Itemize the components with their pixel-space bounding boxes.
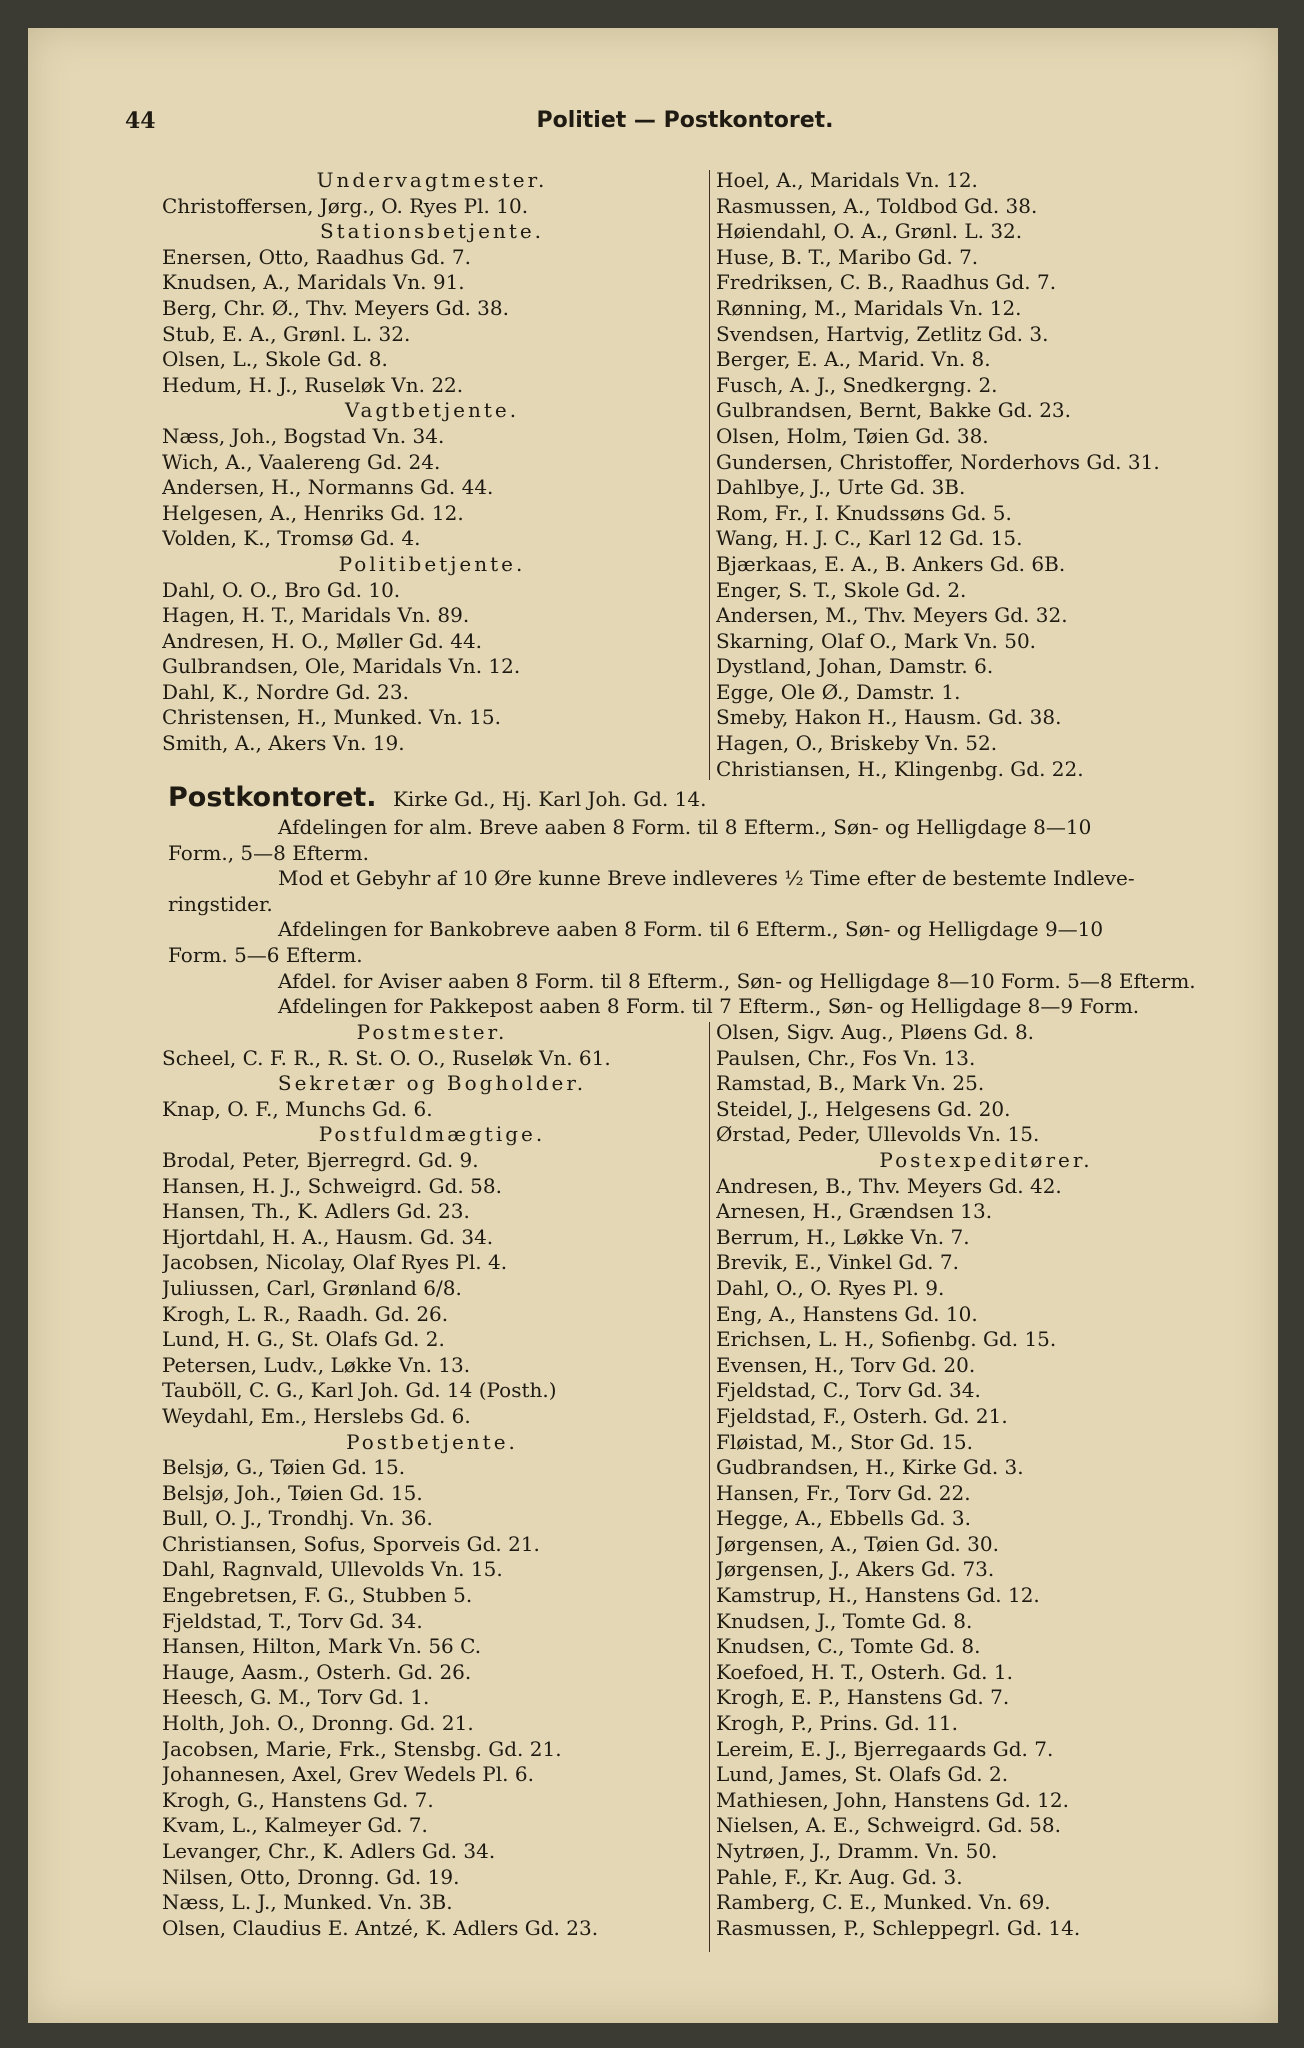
directory-entry: Fjeldstad, F., Osterh. Gd. 21. bbox=[716, 1403, 1008, 1428]
directory-entry: Petersen, Ludv., Løkke Vn. 13. bbox=[162, 1352, 471, 1377]
directory-entry: Juliussen, Carl, Grønland 6/8. bbox=[162, 1275, 462, 1300]
directory-entry: Nytrøen, J., Dramm. Vn. 50. bbox=[716, 1839, 998, 1863]
directory-entry: Berrum, H., Løkke Vn. 7. bbox=[716, 1224, 970, 1249]
directory-entry: Andresen, H. O., Møller Gd. 44. bbox=[162, 628, 483, 653]
directory-entry: Olsen, Sigv. Aug., Pløens Gd. 8. bbox=[716, 1020, 1035, 1044]
directory-entry: Lund, James, St. Olafs Gd. 2. bbox=[716, 1762, 1009, 1787]
directory-entry: Krogh, E. P., Hanstens Gd. 7. bbox=[716, 1685, 1010, 1710]
directory-entry: Svendsen, Hartvig, Zetlitz Gd. 3. bbox=[716, 321, 1049, 346]
directory-entry: Dahl, K., Nordre Gd. 23. bbox=[162, 679, 409, 704]
directory-entry: Scheel, C. F. R., R. St. O. O., Ruseløk Vn. 61. bbox=[162, 1045, 611, 1070]
directory-entry: Eng, A., Hanstens Gd. 10. bbox=[716, 1301, 978, 1326]
directory-entry: Christiansen, Sofus, Sporveis Gd. 21. bbox=[162, 1531, 540, 1556]
directory-entry: Rom, Fr., I. Knudssøns Gd. 5. bbox=[716, 500, 1012, 525]
directory-entry: Hagen, O., Briskeby Vn. 52. bbox=[716, 731, 998, 756]
directory-entry: Gulbrandsen, Bernt, Bakke Gd. 23. bbox=[716, 398, 1071, 423]
running-head: Politiet — Postkontoret. bbox=[536, 108, 834, 133]
directory-entry: Rasmussen, A., Toldbod Gd. 38. bbox=[716, 193, 1038, 218]
directory-entry: Evensen, H., Torv Gd. 20. bbox=[716, 1352, 976, 1377]
directory-entry: Andresen, B., Thv. Meyers Gd. 42. bbox=[716, 1173, 1062, 1198]
directory-entry: Johannesen, Axel, Grev Wedels Pl. 6. bbox=[162, 1762, 534, 1787]
directory-entry: Dahlbye, J., Urte Gd. 3B. bbox=[716, 475, 966, 500]
section-heading: Vagtbetjente. bbox=[344, 398, 520, 423]
directory-entry: Egge, Ole Ø., Damstr. 1. bbox=[716, 679, 961, 704]
directory-entry: Jørgensen, J., Akers Gd. 73. bbox=[716, 1557, 995, 1582]
directory-entry: Hansen, Hilton, Mark Vn. 56 C. bbox=[162, 1634, 482, 1659]
directory-entry: Brevik, E., Vinkel Gd. 7. bbox=[716, 1250, 959, 1275]
directory-entry: Weydahl, Em., Herslebs Gd. 6. bbox=[162, 1403, 471, 1428]
directory-entry: Fredriksen, C. B., Raadhus Gd. 7. bbox=[716, 270, 1057, 295]
directory-entry: Hoel, A., Maridals Vn. 12. bbox=[716, 168, 978, 192]
directory-entry: Engebretsen, F. G., Stubben 5. bbox=[162, 1583, 473, 1608]
section-heading: Postexpeditører. bbox=[879, 1147, 1093, 1172]
opening-hours bbox=[168, 815, 1258, 1020]
directory-entry: Nielsen, A. E., Schweigrd. Gd. 58. bbox=[716, 1813, 1061, 1838]
directory-entry: Knudsen, A., Maridals Vn. 91. bbox=[162, 270, 465, 295]
page-header bbox=[125, 108, 1245, 148]
column-divider bbox=[709, 170, 710, 780]
directory-entry: Gudbrandsen, H., Kirke Gd. 3. bbox=[716, 1455, 1024, 1480]
hours-line: Afdelingen for alm. Breve aaben 8 Form. til 8 Efterm., Søn- og Helligdage 8—10 bbox=[278, 815, 1092, 839]
section-title-line bbox=[168, 782, 1258, 815]
directory-entry: Rønning, M., Maridals Vn. 12. bbox=[716, 295, 1022, 320]
directory-entry: Nilsen, Otto, Dronng. Gd. 19. bbox=[162, 1864, 460, 1889]
directory-entry: Fjeldstad, C., Torv Gd. 34. bbox=[716, 1378, 981, 1403]
directory-entry: Koefoed, H. T., Osterh. Gd. 1. bbox=[716, 1659, 1013, 1684]
section-title: Postkontoret. bbox=[168, 782, 377, 813]
directory-entry: Hjortdahl, H. A., Hausm. Gd. 34. bbox=[162, 1224, 494, 1249]
directory-entry: Krogh, L. R., Raadh. Gd. 26. bbox=[162, 1301, 449, 1326]
hours-line: Form. 5—6 Efterm. bbox=[168, 942, 363, 967]
directory-entry: Pahle, F., Kr. Aug. Gd. 3. bbox=[716, 1864, 963, 1889]
directory-entry: Steidel, J., Helgesens Gd. 20. bbox=[716, 1096, 1011, 1121]
police-column-left bbox=[162, 168, 702, 757]
directory-entry: Næss, L. J., Munked. Vn. 3B. bbox=[162, 1890, 453, 1915]
directory-entry: Lereim, E. J., Bjerregaards Gd. 7. bbox=[716, 1736, 1054, 1761]
directory-entry: Andersen, H., Normanns Gd. 44. bbox=[162, 475, 494, 500]
directory-entry: Smith, A., Akers Vn. 19. bbox=[162, 731, 405, 756]
hours-line: Afdelingen for Pakkepost aaben 8 Form. til 7 Efterm., Søn- og Helligdage 8—9 Form. bbox=[278, 994, 1140, 1019]
directory-entry: Enger, S. T., Skole Gd. 2. bbox=[716, 577, 967, 602]
directory-entry: Hagen, H. T., Maridals Vn. 89. bbox=[162, 603, 470, 628]
directory-entry: Huse, B. T., Maribo Gd. 7. bbox=[716, 244, 979, 269]
directory-entry: Hauge, Aasm., Osterh. Gd. 26. bbox=[162, 1659, 472, 1684]
directory-entry: Knudsen, J., Tomte Gd. 8. bbox=[716, 1608, 973, 1633]
directory-entry: Hansen, H. J., Schweigrd. Gd. 58. bbox=[162, 1173, 502, 1198]
hours-line: ringstider. bbox=[168, 891, 273, 916]
directory-entry: Dahl, O., O. Ryes Pl. 9. bbox=[716, 1275, 945, 1300]
directory-entry: Knudsen, C., Tomte Gd. 8. bbox=[716, 1634, 981, 1659]
postkontoret-section bbox=[168, 782, 1258, 1020]
directory-entry: Olsen, Holm, Tøien Gd. 38. bbox=[716, 423, 989, 448]
directory-entry: Olsen, L., Skole Gd. 8. bbox=[162, 347, 388, 372]
directory-entry: Ramberg, C. E., Munked. Vn. 69. bbox=[716, 1890, 1051, 1915]
directory-entry: Brodal, Peter, Bjerregrd. Gd. 9. bbox=[162, 1147, 479, 1172]
directory-entry: Fusch, A. J., Snedkergng. 2. bbox=[716, 372, 998, 397]
hours-line: Afdelingen for Bankobreve aaben 8 Form. til 6 Efterm., Søn- og Helligdage 9—10 bbox=[278, 917, 1104, 942]
directory-entry: Arnesen, H., Grændsen 13. bbox=[716, 1199, 993, 1224]
directory-entry: Holth, Joh. O., Dronng. Gd. 21. bbox=[162, 1711, 474, 1736]
directory-entry: Belsjø, Joh., Tøien Gd. 15. bbox=[162, 1480, 423, 1505]
hours-line: Mod et Gebyhr af 10 Øre kunne Breve indleveres ½ Time efter de bestemte Indleve- bbox=[278, 866, 1135, 891]
section-heading: Postfuldmægtige. bbox=[318, 1122, 546, 1147]
section-heading: Postmester. bbox=[356, 1020, 508, 1044]
directory-entry: Hegge, A., Ebbells Gd. 3. bbox=[716, 1506, 971, 1531]
directory-entry: Enersen, Otto, Raadhus Gd. 7. bbox=[162, 244, 471, 269]
directory-entry: Bjærkaas, E. A., B. Ankers Gd. 6B. bbox=[716, 551, 1066, 576]
hours-line: Form., 5—8 Efterm. bbox=[168, 840, 369, 865]
directory-entry: Volden, K., Tromsø Gd. 4. bbox=[162, 526, 421, 551]
directory-entry: Næss, Joh., Bogstad Vn. 34. bbox=[162, 423, 445, 448]
directory-entry: Gundersen, Christoffer, Norderhovs Gd. 31. bbox=[716, 449, 1160, 474]
directory-entry: Berger, E. A., Marid. Vn. 8. bbox=[716, 347, 991, 372]
directory-entry: Levanger, Chr., K. Adlers Gd. 34. bbox=[162, 1839, 496, 1863]
directory-entry: Rasmussen, P., Schleppegrl. Gd. 14. bbox=[716, 1915, 1081, 1940]
directory-entry: Andersen, M., Thv. Meyers Gd. 32. bbox=[716, 603, 1068, 628]
directory-entry: Dahl, Ragnvald, Ullevolds Vn. 15. bbox=[162, 1557, 503, 1582]
directory-entry: Smeby, Hakon H., Hausm. Gd. 38. bbox=[716, 705, 1062, 730]
directory-entry: Jacobsen, Nicolay, Olaf Ryes Pl. 4. bbox=[162, 1250, 508, 1275]
directory-entry: Krogh, G., Hanstens Gd. 7. bbox=[162, 1787, 434, 1812]
directory-entry: Ramstad, B., Mark Vn. 25. bbox=[716, 1071, 985, 1096]
directory-entry: Bull, O. J., Trondhj. Vn. 36. bbox=[162, 1506, 433, 1531]
page-number: 44 bbox=[125, 108, 156, 134]
section-heading: Sekretær og Bogholder. bbox=[277, 1071, 587, 1096]
directory-entry: Tauböll, C. G., Karl Joh. Gd. 14 (Posth.) bbox=[162, 1378, 557, 1403]
column-divider bbox=[709, 1022, 710, 1952]
directory-entry: Hansen, Th., K. Adlers Gd. 23. bbox=[162, 1199, 470, 1224]
section-heading: Stationsbetjente. bbox=[319, 219, 545, 244]
police-column-right bbox=[716, 168, 1256, 782]
directory-entry: Paulsen, Chr., Fos Vn. 13. bbox=[716, 1045, 976, 1070]
directory-entry: Kamstrup, H., Hanstens Gd. 12. bbox=[716, 1583, 1040, 1608]
post-column-right bbox=[716, 1020, 1256, 1941]
directory-entry: Olsen, Claudius E. Antzé, K. Adlers Gd. 23. bbox=[162, 1915, 599, 1940]
directory-entry: Erichsen, L. H., Sofienbg. Gd. 15. bbox=[716, 1327, 1057, 1352]
post-column-left bbox=[162, 1020, 702, 1941]
hours-line: Afdel. for Aviser aaben 8 Form. til 8 Efterm., Søn- og Helligdage 8—10 Form. 5—8 Efterm. bbox=[278, 968, 1196, 993]
directory-entry: Skarning, Olaf O., Mark Vn. 50. bbox=[716, 628, 1037, 653]
directory-entry: Ørstad, Peder, Ullevolds Vn. 15. bbox=[716, 1122, 1040, 1147]
directory-entry: Fløistad, M., Stor Gd. 15. bbox=[716, 1429, 974, 1454]
section-heading: Postbetjente. bbox=[346, 1429, 518, 1454]
directory-entry: Belsjø, G., Tøien Gd. 15. bbox=[162, 1455, 406, 1480]
directory-entry: Gulbrandsen, Ole, Maridals Vn. 12. bbox=[162, 654, 521, 679]
directory-entry: Jacobsen, Marie, Frk., Stensbg. Gd. 21. bbox=[162, 1736, 562, 1761]
directory-entry: Christensen, H., Munked. Vn. 15. bbox=[162, 705, 501, 730]
directory-entry: Dahl, O. O., Bro Gd. 10. bbox=[162, 577, 401, 602]
directory-entry: Kvam, L., Kalmeyer Gd. 7. bbox=[162, 1813, 428, 1838]
directory-entry: Wich, A., Vaalereng Gd. 24. bbox=[162, 449, 441, 474]
directory-entry: Krogh, P., Prins. Gd. 11. bbox=[716, 1711, 958, 1736]
directory-entry: Hansen, Fr., Torv Gd. 22. bbox=[716, 1480, 971, 1505]
directory-entry: Knap, O. F., Munchs Gd. 6. bbox=[162, 1096, 433, 1121]
directory-entry: Jørgensen, A., Tøien Gd. 30. bbox=[716, 1531, 999, 1556]
directory-entry: Høiendahl, O. A., Grønl. L. 32. bbox=[716, 219, 1023, 244]
directory-entry: Stub, E. A., Grønl. L. 32. bbox=[162, 321, 411, 346]
directory-entry: Christiansen, H., Klingenbg. Gd. 22. bbox=[716, 756, 1084, 781]
section-heading: Politibetjente. bbox=[338, 551, 526, 576]
directory-entry: Helgesen, A., Henriks Gd. 12. bbox=[162, 500, 464, 525]
directory-entry: Berg, Chr. Ø., Thv. Meyers Gd. 38. bbox=[162, 295, 509, 320]
section-heading: Undervagtmester. bbox=[316, 168, 548, 192]
directory-entry: Lund, H. G., St. Olafs Gd. 2. bbox=[162, 1327, 445, 1352]
directory-entry: Fjeldstad, T., Torv Gd. 34. bbox=[162, 1608, 423, 1633]
directory-entry: Mathiesen, John, Hanstens Gd. 12. bbox=[716, 1787, 1069, 1812]
directory-entry: Heesch, G. M., Torv Gd. 1. bbox=[162, 1685, 430, 1710]
directory-entry: Wang, H. J. C., Karl 12 Gd. 15. bbox=[716, 526, 1023, 551]
directory-entry: Christoffersen, Jørg., O. Ryes Pl. 10. bbox=[162, 193, 529, 218]
directory-entry: Dystland, Johan, Damstr. 6. bbox=[716, 654, 994, 679]
directory-entry: Hedum, H. J., Ruseløk Vn. 22. bbox=[162, 372, 464, 397]
section-address: Kirke Gd., Hj. Karl Joh. Gd. 14. bbox=[392, 787, 707, 811]
